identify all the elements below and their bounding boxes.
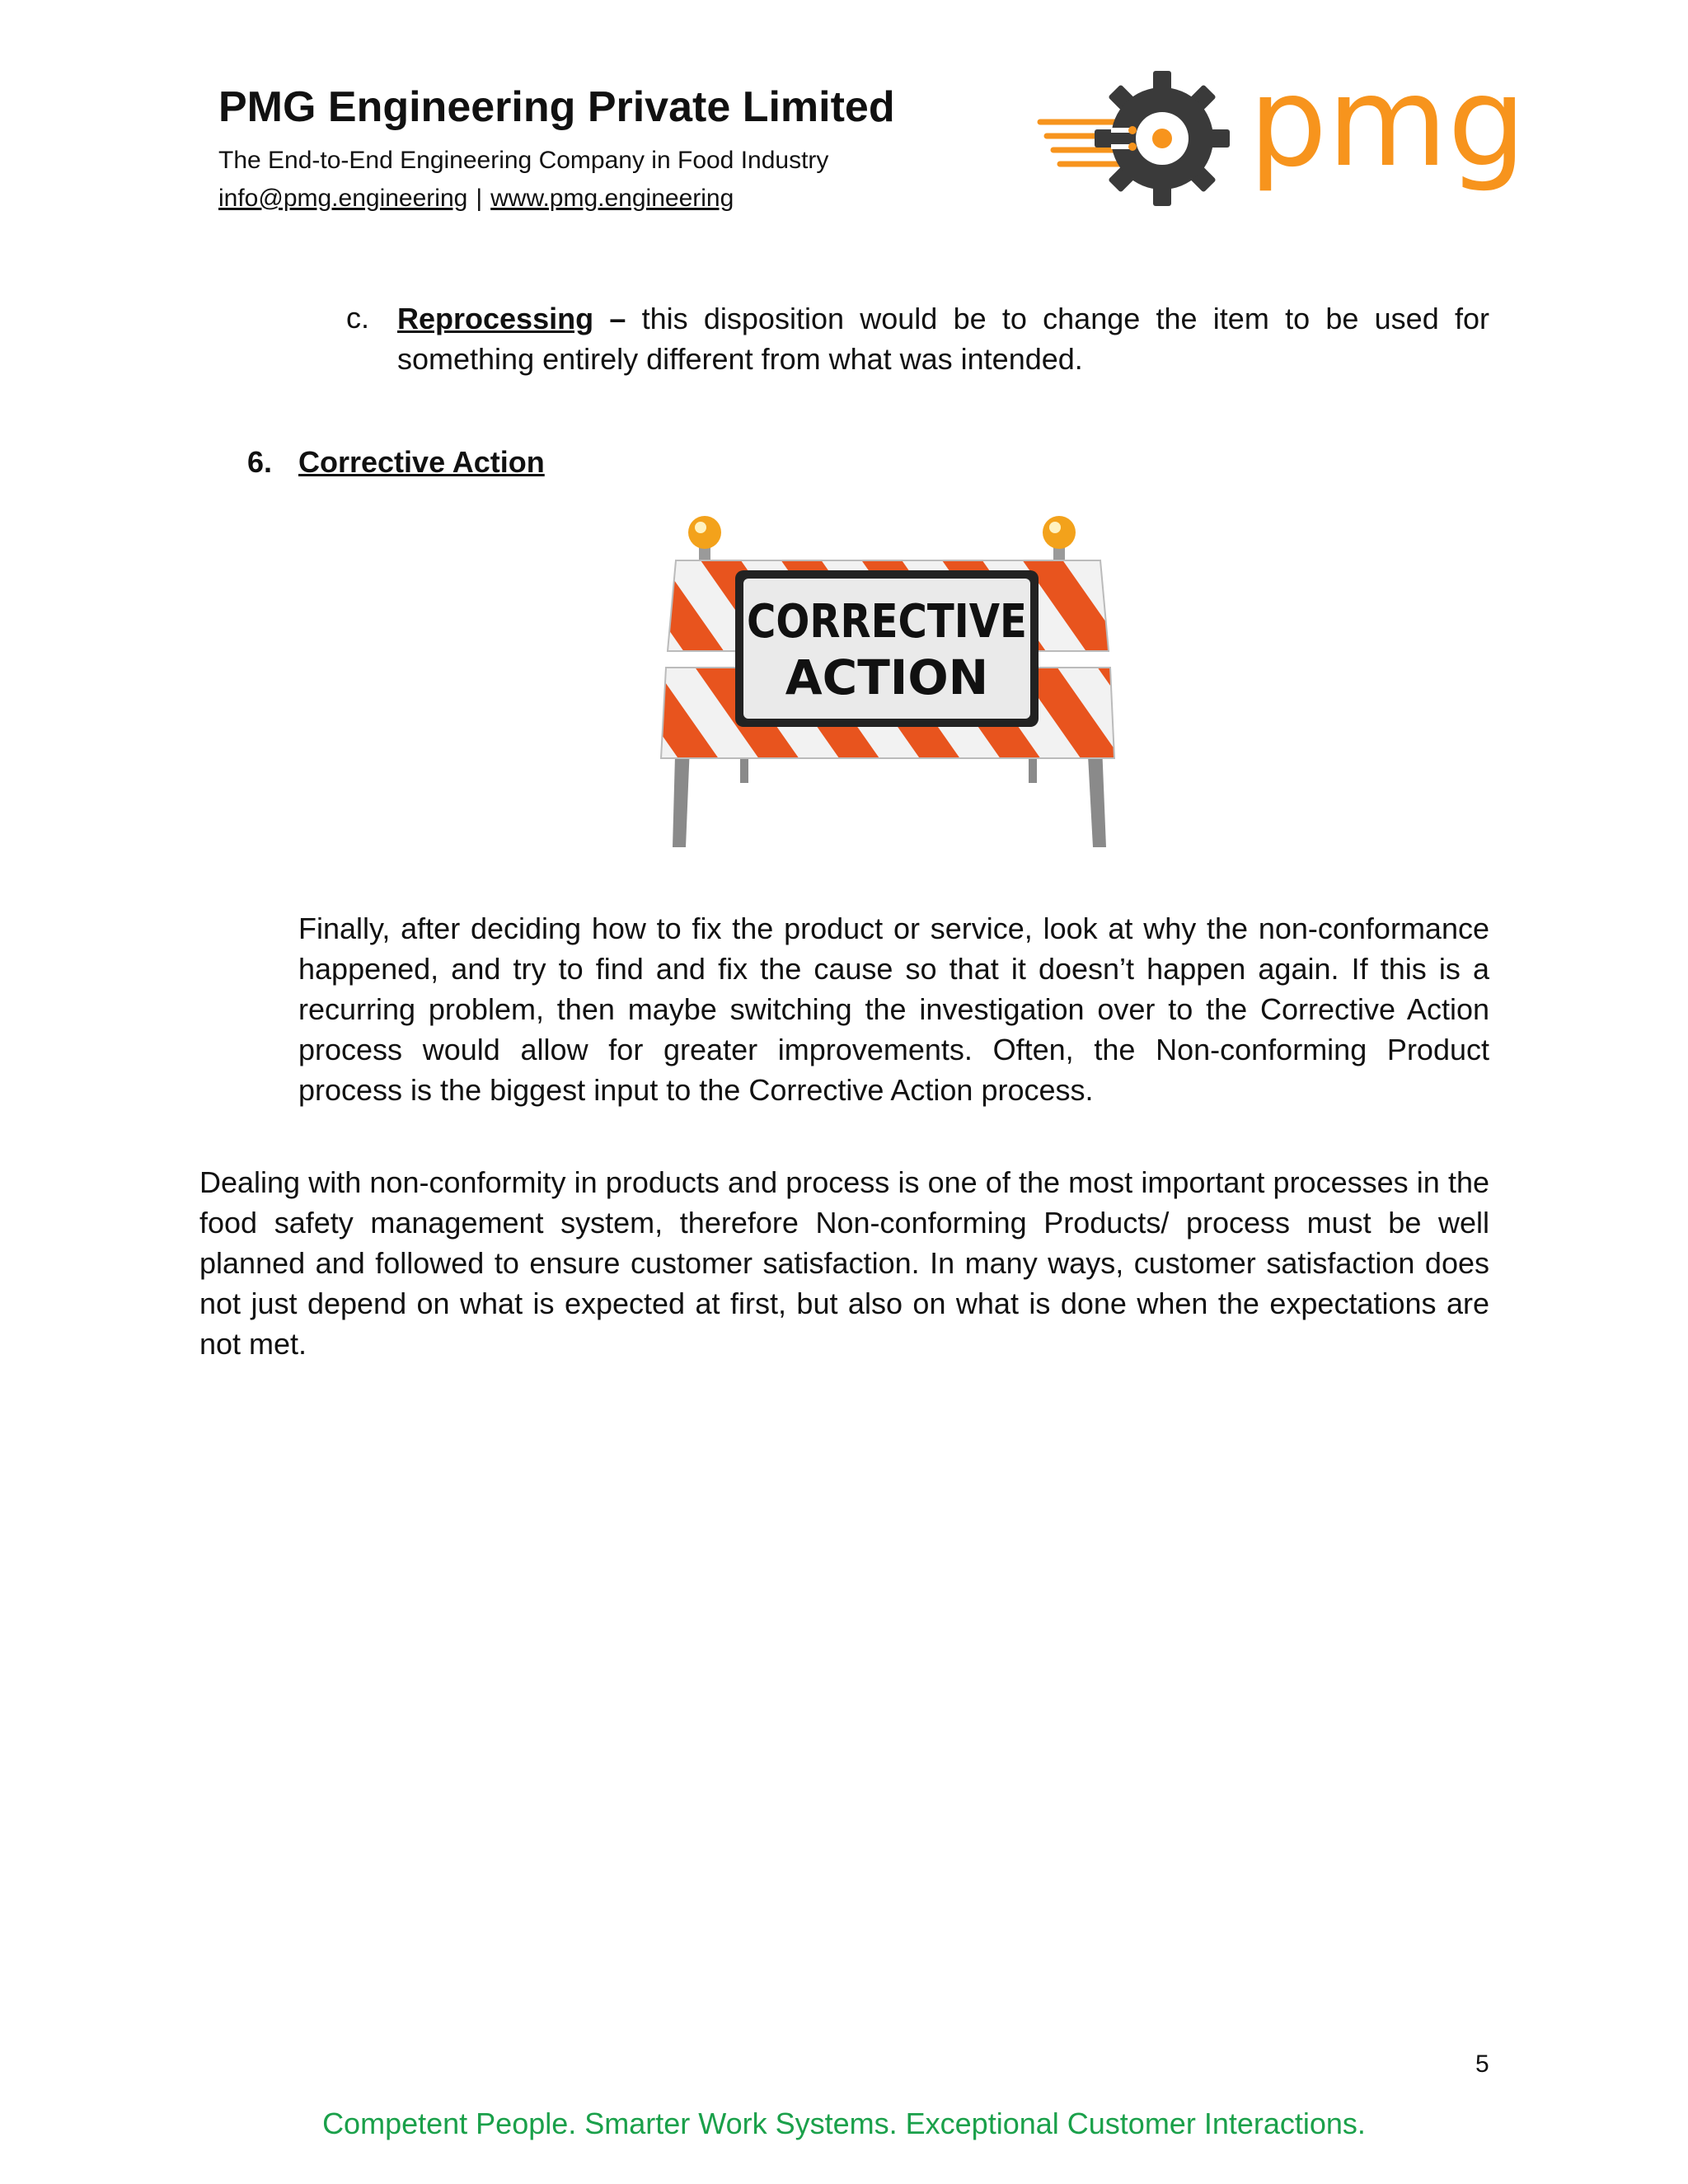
footer-motto: Competent People. Smarter Work Systems. Exceptional Customer Interactions.	[322, 2107, 1366, 2140]
reprocessing-item	[397, 298, 1489, 379]
list-marker-c: c.	[346, 301, 370, 335]
paragraph-finally: Finally, after deciding how to fix the product or service, look at why the non-conformance happened, and try to find and fix the cause so that it doesn’t happen again. If this is a recurring problem, then maybe switching the investigation over to the Corrective Action process would allow for greater improvements. Often, the Non-conforming Product process is the biggest input to the Corrective Action process.	[298, 912, 1489, 1107]
contact-separator: |	[476, 185, 483, 212]
reprocessing-term: Reprocessing	[397, 302, 594, 335]
sign-line-2: ACTION	[785, 649, 989, 705]
email-link[interactable]: info@pmg.engineering	[218, 185, 468, 212]
pmg-logo	[1039, 51, 1526, 214]
company-tagline: The End-to-End Engineering Company in Food Industry	[218, 147, 829, 174]
section-number: 6.	[247, 445, 273, 479]
warning-lamps	[688, 516, 1076, 562]
term-dash: –	[593, 302, 626, 335]
section-title: Corrective Action	[298, 445, 545, 479]
corrective-action-sign	[735, 570, 1039, 727]
page-number: 5	[1475, 2050, 1489, 2078]
logo-wordmark: pmg	[1249, 51, 1526, 194]
contact-line	[218, 185, 734, 213]
corrective-action-illustration	[643, 478, 1137, 865]
gear-icon	[1095, 71, 1230, 206]
company-name: PMG Engineering Private Limited	[218, 83, 895, 131]
sign-line-1: CORRECTIVE	[747, 595, 1027, 649]
paragraph-dealing: Dealing with non-conformity in products and process is one of the most important processes in the food safety management system, therefore Non-conforming Products/ process must be well planned and followed to ensure customer satisfaction. In many ways, customer satisfaction does not just depend on what is expected at first, but also on what is done when the expectations are not met.	[199, 1165, 1489, 1361]
website-link[interactable]: www.pmg.engineering	[490, 185, 734, 212]
reprocessing-text: this disposition would be to change the item to be used for something entirely different from what was intended.	[397, 302, 1489, 376]
